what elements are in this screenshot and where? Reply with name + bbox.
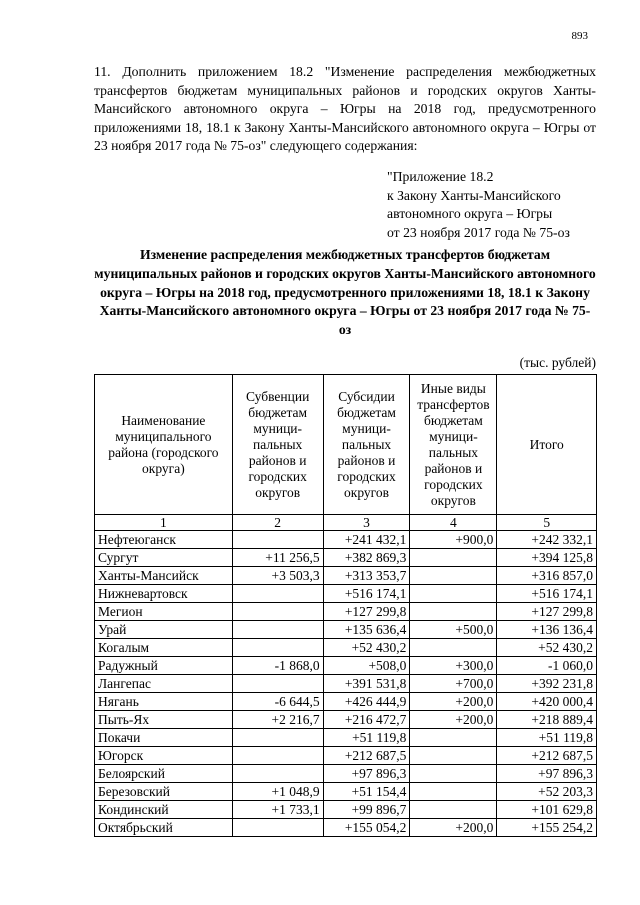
municipality-cell: Березовский [95, 783, 233, 801]
subventions-cell: +1 048,9 [232, 783, 323, 801]
total-cell: +392 231,8 [497, 675, 597, 693]
subventions-cell: +1 733,1 [232, 801, 323, 819]
appendix-ref-line: автономного округа – Югры [387, 206, 553, 222]
municipality-cell: Нягань [95, 693, 233, 711]
municipality-cell: Радужный [95, 657, 233, 675]
other-transfers-cell: +900,0 [410, 531, 497, 549]
municipality-cell: Сургут [95, 549, 233, 567]
subsidies-cell: +426 444,9 [323, 693, 410, 711]
municipality-cell: Ханты-Мансийск [95, 567, 233, 585]
table-row [95, 549, 597, 567]
subventions-cell [232, 585, 323, 603]
subsidies-cell: +135 636,4 [323, 621, 410, 639]
table-row [95, 729, 597, 747]
total-cell: +127 299,8 [497, 603, 597, 621]
total-cell: +136 136,4 [497, 621, 597, 639]
other-transfers-cell: +200,0 [410, 711, 497, 729]
subsidies-cell: +313 353,7 [323, 567, 410, 585]
page-number: 893 [571, 30, 588, 42]
appendix-ref-line: "Приложение 18.2 [387, 169, 494, 184]
other-transfers-cell: +700,0 [410, 675, 497, 693]
total-cell: +97 896,3 [497, 765, 597, 783]
intro-paragraph: 11. Дополнить приложением 18.2 "Изменение распределения межбюджетных трансфертов бюджетам муниципальных районов и городских округов Ханты-Мансийского автономного округа – Югры на 2018 год, предусмотренного приложениями 18, 18.1 к Закону Ханты-Мансийского автономного округа – Югры от 23 ноября 2017 года № 75-оз" следующего содержания: [94, 64, 596, 154]
total-cell: +420 000,4 [497, 693, 597, 711]
column-number: 4 [410, 515, 497, 531]
table-row [95, 819, 597, 837]
column-number: 5 [497, 515, 597, 531]
total-cell: +394 125,8 [497, 549, 597, 567]
header-other-transfers: Иные виды трансфертов бюджетам муници-пальных районов и городских округов [410, 375, 497, 515]
other-transfers-cell [410, 765, 497, 783]
subsidies-cell: +241 432,1 [323, 531, 410, 549]
column-number: 2 [232, 515, 323, 531]
other-transfers-cell: +200,0 [410, 819, 497, 837]
other-transfers-cell [410, 567, 497, 585]
total-cell: +242 332,1 [497, 531, 597, 549]
subventions-cell: +3 503,3 [232, 567, 323, 585]
subventions-cell: -6 644,5 [232, 693, 323, 711]
table-row [95, 585, 597, 603]
other-transfers-cell: +500,0 [410, 621, 497, 639]
municipality-cell: Югорск [95, 747, 233, 765]
subsidies-cell: +99 896,7 [323, 801, 410, 819]
total-cell: +52 430,2 [497, 639, 597, 657]
subsidies-cell: +391 531,8 [323, 675, 410, 693]
municipality-cell: Октябрьский [95, 819, 233, 837]
municipality-cell: Лангепас [95, 675, 233, 693]
total-cell: +316 857,0 [497, 567, 597, 585]
municipality-cell: Нефтеюганск [95, 531, 233, 549]
subsidies-cell: +216 472,7 [323, 711, 410, 729]
municipality-cell: Урай [95, 621, 233, 639]
subventions-cell [232, 819, 323, 837]
table-row [95, 675, 597, 693]
table-row [95, 765, 597, 783]
municipality-cell: Мегион [95, 603, 233, 621]
subsidies-cell: +52 430,2 [323, 639, 410, 657]
total-cell: +218 889,4 [497, 711, 597, 729]
table-title: Изменение распределения межбюджетных трансфертов бюджетам муниципальных районов и городских округов Ханты-Мансийского автономного округа – Югры на 2018 год, предусмотренного приложениями 18, 18.1 к Закону Ханты-Мансийского автономного округа – Югры от 23 ноября 2017 года № 75-оз [94, 247, 596, 338]
subventions-cell [232, 639, 323, 657]
subventions-cell [232, 675, 323, 693]
subsidies-cell: +97 896,3 [323, 765, 410, 783]
header-subsidies: Субсидии бюджетам муници-пальных районов и городских округов [323, 375, 410, 515]
total-cell: +212 687,5 [497, 747, 597, 765]
appendix-ref-line: от 23 ноября 2017 года № 75-оз [387, 224, 570, 240]
other-transfers-cell [410, 585, 497, 603]
subventions-cell [232, 765, 323, 783]
table-row [95, 783, 597, 801]
other-transfers-cell [410, 549, 497, 567]
total-cell: +516 174,1 [497, 585, 597, 603]
municipality-cell: Белоярский [95, 765, 233, 783]
total-cell: +51 119,8 [497, 729, 597, 747]
units-label: (тыс. рублей) [519, 355, 596, 370]
subventions-cell: +11 256,5 [232, 549, 323, 567]
total-cell: +155 254,2 [497, 819, 597, 837]
municipality-cell: Когалым [95, 639, 233, 657]
appendix-reference [387, 168, 607, 242]
subventions-cell [232, 603, 323, 621]
table-row [95, 621, 597, 639]
municipality-cell: Нижневартовск [95, 585, 233, 603]
table-row [95, 711, 597, 729]
total-cell: -1 060,0 [497, 657, 597, 675]
table-header-row [95, 375, 597, 515]
table-row [95, 693, 597, 711]
subventions-cell [232, 621, 323, 639]
subsidies-cell: +382 869,3 [323, 549, 410, 567]
municipality-cell: Покачи [95, 729, 233, 747]
subventions-cell [232, 747, 323, 765]
subsidies-cell: +155 054,2 [323, 819, 410, 837]
subsidies-cell: +51 119,8 [323, 729, 410, 747]
column-number: 3 [323, 515, 410, 531]
subsidies-cell: +51 154,4 [323, 783, 410, 801]
subventions-cell: -1 868,0 [232, 657, 323, 675]
table-row [95, 801, 597, 819]
column-number: 1 [95, 515, 233, 531]
table-row [95, 747, 597, 765]
table-row [95, 639, 597, 657]
transfers-table [94, 374, 597, 837]
subsidies-cell: +212 687,5 [323, 747, 410, 765]
subventions-cell [232, 729, 323, 747]
header-subventions: Субвенции бюджетам муници-пальных районов и городских округов [232, 375, 323, 515]
other-transfers-cell [410, 639, 497, 657]
appendix-ref-line: к Закону Ханты-Мансийского [387, 187, 561, 203]
subsidies-cell: +516 174,1 [323, 585, 410, 603]
other-transfers-cell: +300,0 [410, 657, 497, 675]
total-cell: +101 629,8 [497, 801, 597, 819]
total-cell: +52 203,3 [497, 783, 597, 801]
municipality-cell: Кондинский [95, 801, 233, 819]
table-row [95, 603, 597, 621]
table-row [95, 657, 597, 675]
header-total: Итого [497, 375, 597, 515]
column-number-row [95, 515, 597, 531]
table-row [95, 531, 597, 549]
other-transfers-cell [410, 729, 497, 747]
subventions-cell: +2 216,7 [232, 711, 323, 729]
subsidies-cell: +127 299,8 [323, 603, 410, 621]
other-transfers-cell [410, 801, 497, 819]
other-transfers-cell [410, 603, 497, 621]
subsidies-cell: +508,0 [323, 657, 410, 675]
other-transfers-cell [410, 747, 497, 765]
other-transfers-cell: +200,0 [410, 693, 497, 711]
header-municipality: Наименование муниципального района (городского округа) [95, 375, 233, 515]
subventions-cell [232, 531, 323, 549]
table-row [95, 567, 597, 585]
municipality-cell: Пыть-Ях [95, 711, 233, 729]
other-transfers-cell [410, 783, 497, 801]
